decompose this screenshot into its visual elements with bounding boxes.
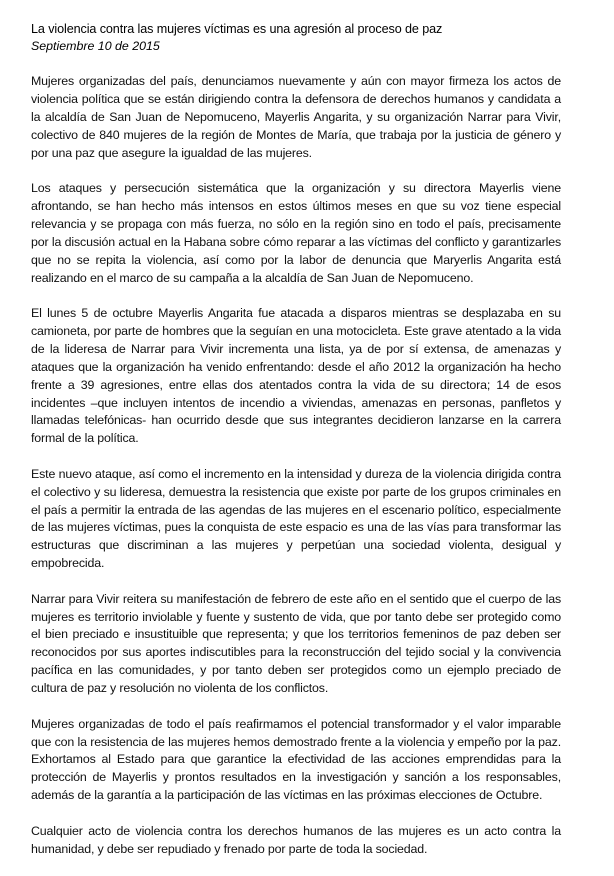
paragraph-ataques-persecucion: Los ataques y persecución sistemática que la organización y su directora Mayerlis viene afrontando, se han hecho más intensos en estos últimos meses en que su voz tiene especial relevancia y se propaga con más fuerza, no sólo en la región sino en todo el país, precisamente por la discusión actual en la Habana sobre cómo reparar a las víctimas del conflicto y garantizarles que no se repita la violencia, así como por la labor de denuncia que Maryerlis Angarita está realizando en el marco de su campaña a la alcaldía de San Juan de Nepomuceno. [31, 181, 561, 285]
document-date: Septiembre 10 de 2015 [31, 39, 160, 53]
document-page [31, 21, 561, 876]
paragraph-narrar-para-vivir: Narrar para Vivir reitera su manifestación de febrero de este año en el sentido que el cuerpo de las mujeres es territorio inviolable y fuente y sustento de vida, que por tanto debe ser protegido como el bien preciado e insustituible que representa; y que los territorios femeninos de paz deben ser reconocidos por sus aportes indiscutibles para la reconstrucción del tejido social y la convivencia pacífica en las comunidades, y por tanto deben ser protegidos como un ejemplo preciado de cultura de paz y resolución no violenta de los conflictos. [31, 591, 561, 696]
paragraph-conclusion: Cualquier acto de violencia contra los derechos humanos de las mujeres es un acto contra la humanidad, y debe ser repudiado y frenado por parte de toda la sociedad. [31, 823, 561, 856]
document-title: La violencia contra las mujeres víctimas es una agresión al proceso de paz [31, 22, 443, 36]
paragraph-denuncia: Mujeres organizadas del país, denunciamos nuevamente y aún con mayor firmeza los actos de violencia política que se están dirigiendo contra la defensora de derechos humanos y candidata a la alcaldía de San Juan de Nepomuceno, Mayerlis Angarita, y su organización Narrar para Vivir, colectivo de 840 mujeres de la región de Montes de María, que trabaja por la justicia de género y por una paz que asegure la igualdad de las mujeres. [31, 74, 561, 160]
paragraph-nuevo-ataque: Este nuevo ataque, así como el incremento en la intensidad y dureza de la violencia dirigida contra el colectivo y su lideresa, demuestra la resistencia que existe por parte de los grupos criminales en el país a permitir la entrada de las agendas de las mujeres en el escenario político, especialmente de las mujeres víctimas, pues la conquista de este espacio es una de las vías para transformar las estructuras que discriminan a las mujeres y perpetúan una sociedad violenta, desigual y empobrecida. [31, 466, 561, 571]
paragraph-atentado-5-octubre: El lunes 5 de octubre Mayerlis Angarita fue atacada a disparos mientras se desplazaba en su camioneta, por parte de hombres que la seguían en una motocicleta. Este grave atentado a la vida de la lideresa de Narrar para Vivir incrementa una lista, ya de por sí extensa, de amenazas y ataques que la organización ha venido enfrentando: desde el año 2012 la organización ha hecho frente a 39 agresiones, entre ellas dos atentados contra la vida de su directora; 14 de esos incidentes –que incluyen intentos de incendio a viviendas, amenazas en personas, panfletos y llamadas telefónicas- han ocurrido desde que sus integrantes decidieron lanzarse en la carrera formal de la política. [31, 305, 561, 446]
paragraph-exhortacion: Mujeres organizadas de todo el país reafirmamos el potencial transformador y el valor imparable que con la resistencia de las mujeres hemos demostrado frente a la violencia y empeño por la paz. Exhortamos al Estado para que garantice la efectividad de las acciones emprendidas para la protección de Mayerlis y prontos resultados en la investigación y sanción a los responsables, además de la garantía a la participación de las víctimas en las próximas elecciones de Octubre. [31, 716, 561, 803]
